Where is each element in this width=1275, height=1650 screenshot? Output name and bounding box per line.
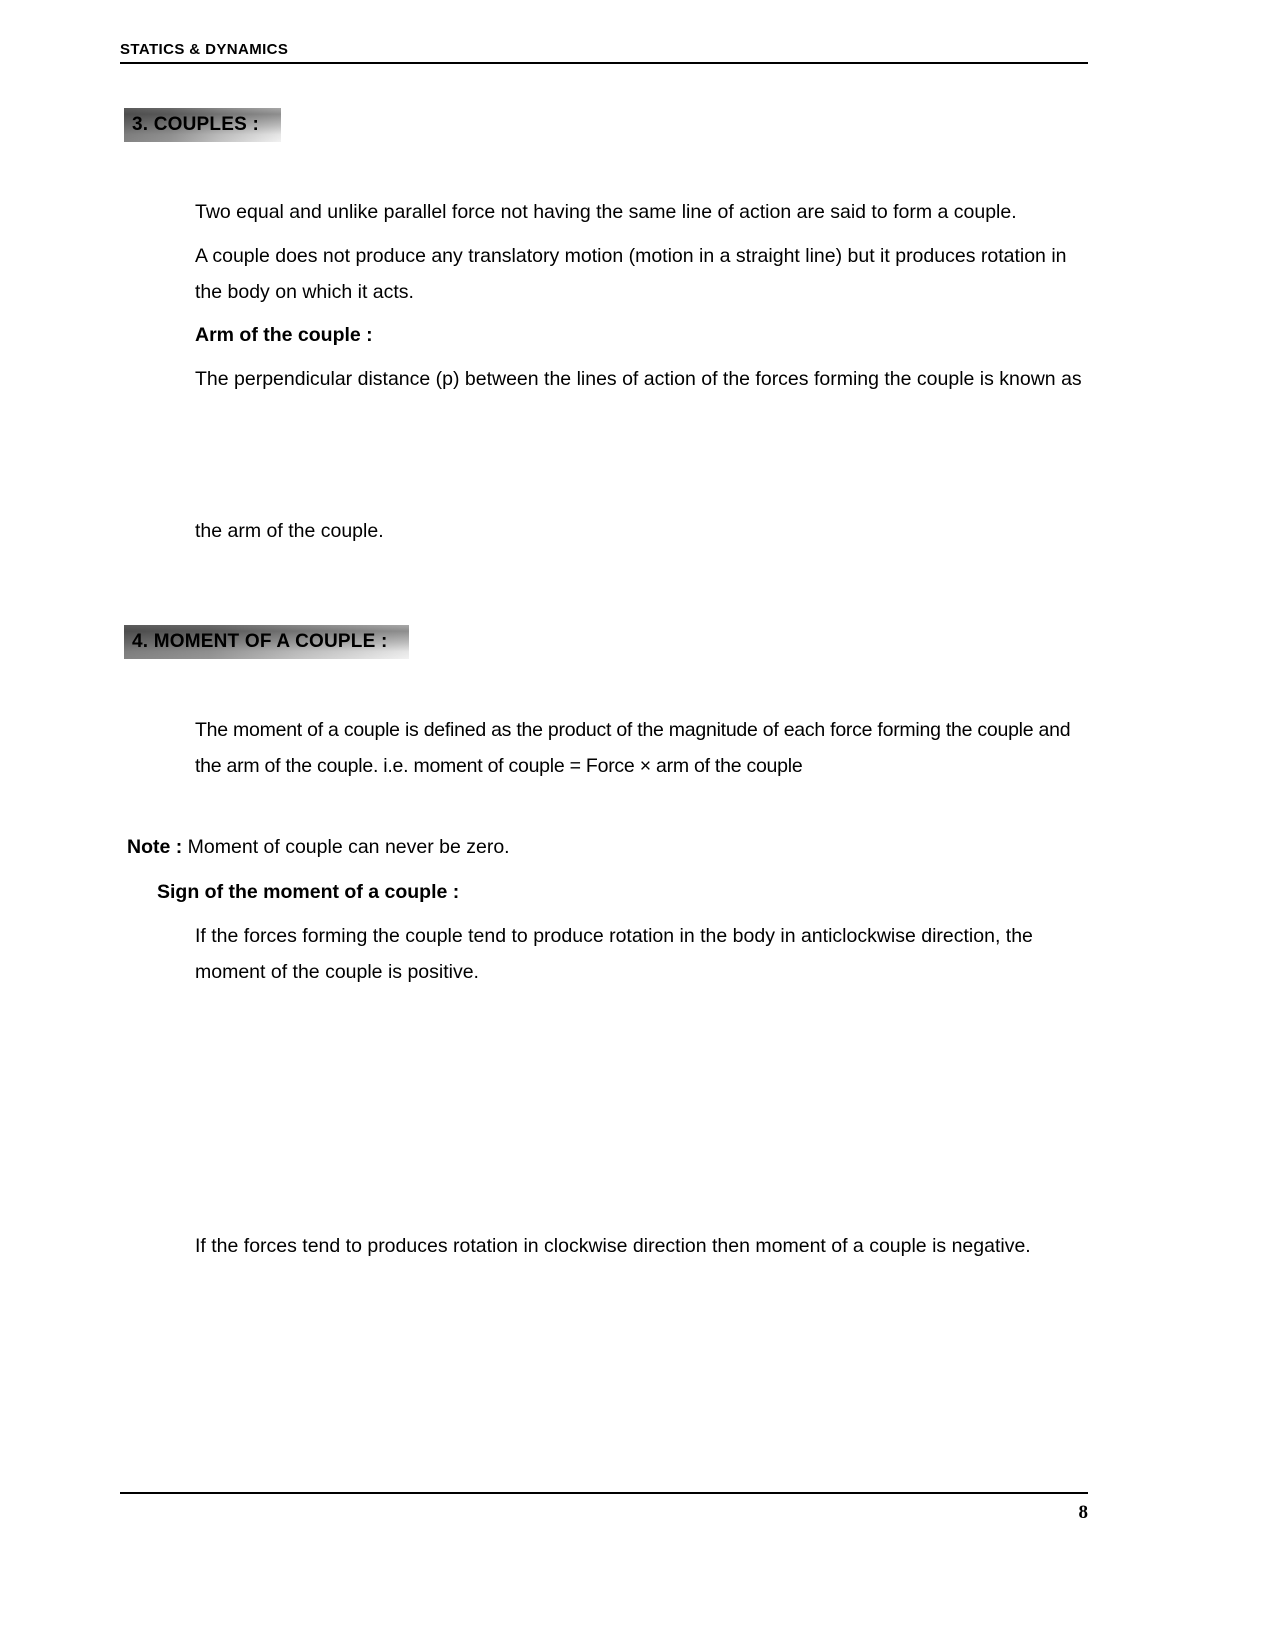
page-footer	[120, 1492, 1088, 1524]
note-line	[127, 829, 927, 865]
section-heading-moment-of-a-couple	[124, 625, 409, 659]
running-header-title: STATICS & DYNAMICS	[120, 41, 289, 58]
subheading-sign-of-the-moment: Sign of the moment of a couple :	[157, 881, 460, 903]
paragraph-sign-positive: If the forces forming the couple tend to produce rotation in the body in anticlockwise direction, the moment of the couple is positive.	[195, 925, 1033, 983]
paragraph-moment-definition: The moment of a couple is defined as the product of the magnitude of each force forming the couple and the arm of the couple. i.e. moment of couple = Force × arm of the couple	[195, 719, 1071, 777]
subheading-arm-of-the-couple: Arm of the couple :	[195, 324, 373, 346]
paragraph-couple-rotation: A couple does not produce any translatory motion (motion in a straight line) but it produces rotation in the body on which it acts.	[195, 245, 1067, 303]
note-label: Note :	[127, 836, 183, 858]
paragraph-sign-negative: If the forces tend to produces rotation in clockwise direction then moment of a couple is negative.	[195, 1235, 1031, 1257]
paragraph-arm-definition-continued: the arm of the couple.	[195, 520, 384, 542]
running-header	[120, 42, 1088, 64]
paragraph-couple-definition: Two equal and unlike parallel force not having the same line of action are said to form a couple.	[195, 201, 1017, 223]
page-number: 8	[1078, 1502, 1088, 1523]
header-rule	[120, 62, 1088, 64]
footer-rule	[120, 1492, 1088, 1494]
section-heading-couples	[124, 108, 281, 142]
paragraph-arm-definition: The perpendicular distance (p) between the lines of action of the forces forming the couple is known as	[195, 368, 1082, 390]
section-heading-couples-label: 3. COUPLES :	[132, 114, 259, 135]
note-body: Moment of couple can never be zero.	[182, 836, 510, 858]
section-heading-moment-label: 4. MOMENT OF A COUPLE :	[132, 631, 388, 652]
